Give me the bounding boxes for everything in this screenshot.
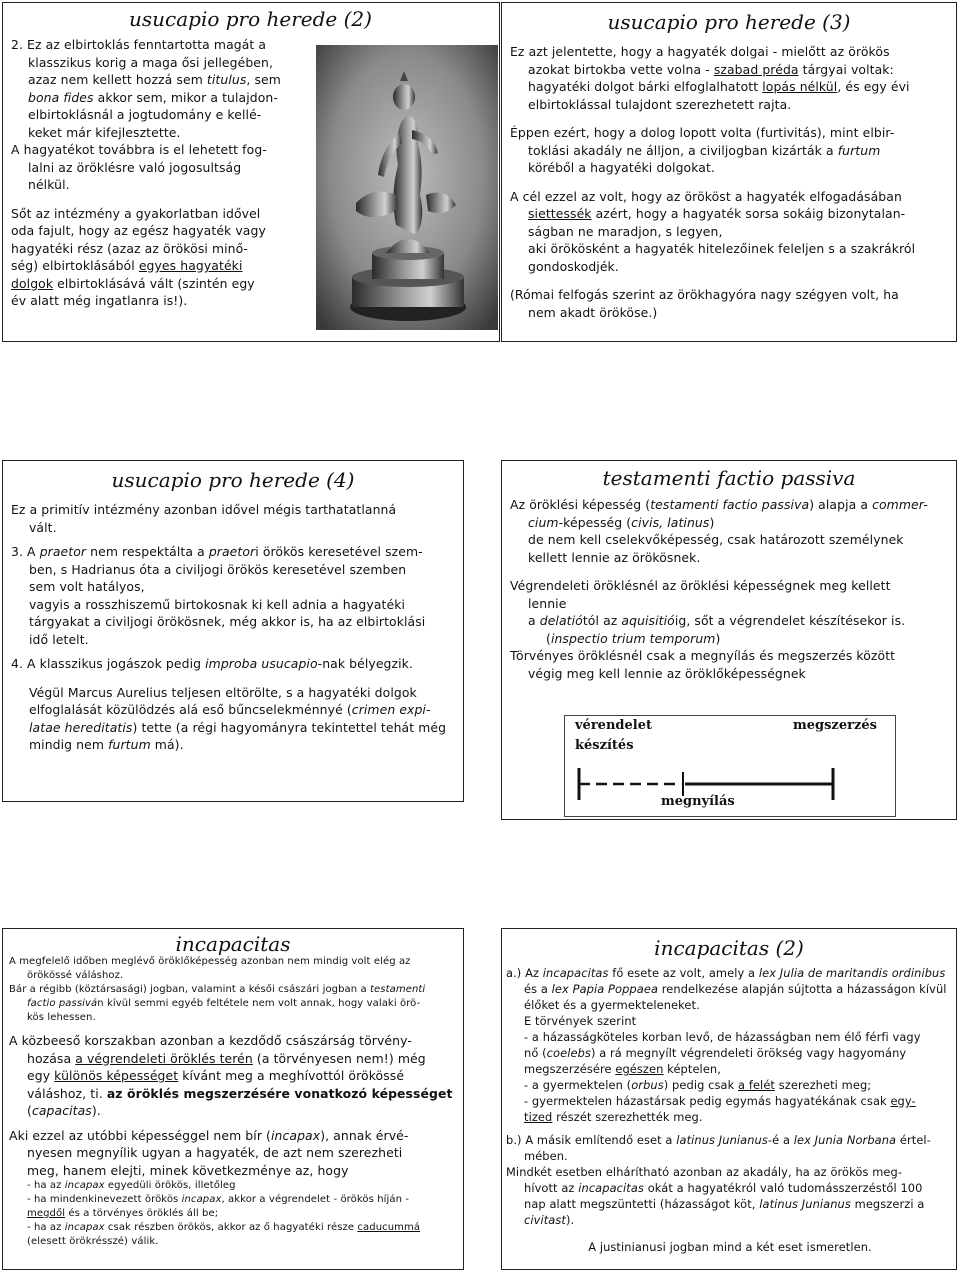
text-line: A cél ezzel az volt, hogy az örököst a hagyaték elfogadásában xyxy=(510,188,902,204)
text-line: -nak bélyegzik. xyxy=(317,656,413,671)
text-line: okát a hagyatékról való tudomásszerzéstől 100 xyxy=(643,1181,923,1195)
slide-body xyxy=(510,43,950,321)
text-line: nyesen megnyílik ugyan a hagyaték, de azt nem szerezheti xyxy=(27,1145,403,1160)
text-line: - ha mindenkinevezett örökös xyxy=(27,1194,182,1205)
term-inspectio: inspectio trium temporum xyxy=(550,630,716,646)
text-line: ség) elbirtoklásából xyxy=(11,258,139,273)
text-line: ). xyxy=(565,1213,575,1227)
text-line: mében. xyxy=(524,1149,568,1163)
term-delatio: delatió xyxy=(539,613,583,628)
slide-body xyxy=(510,496,954,682)
text-line: E törvények szerint xyxy=(524,1014,637,1028)
text-line: vagyis a rosszhiszemű birtokosnak ki kell adnia a hagyatéki xyxy=(29,596,406,612)
underlined-text: a végrendeleti öröklés terén xyxy=(75,1050,253,1066)
text-line: ( xyxy=(546,630,551,646)
term-incapacitas: incapacitas xyxy=(578,1181,644,1195)
text-line: ) tette (a régi hagyományra tekintettel tehát még xyxy=(132,719,447,735)
text-line: kívánt meg a meghívottól örökössé xyxy=(178,1068,405,1083)
slide-body xyxy=(506,965,954,1255)
text-line: és a törvényes öröklés áll be; xyxy=(65,1208,219,1219)
text-line: A justinianusi jogban mind a két eset ismeretlen. xyxy=(588,1240,872,1254)
text-line: nő ( xyxy=(524,1046,547,1060)
slide-testamenti-factio xyxy=(501,460,957,820)
term-tfp: factio passivá xyxy=(27,998,98,1009)
bronze-statue-image xyxy=(316,45,498,330)
text-line: (Római felfogás szerint az örökhagyóra nagy szégyen volt, ha xyxy=(510,287,899,302)
text-line: Aki ezzel az utóbbi képességgel nem bír ( xyxy=(9,1127,271,1143)
slide-title: incapacitas (2) xyxy=(654,936,804,960)
text-line: nem akadt örököse.) xyxy=(528,304,658,320)
text-line: vált. xyxy=(29,519,57,535)
text-line: 3. A xyxy=(11,544,40,559)
timeline-end-label: megszerzés xyxy=(793,718,877,733)
term-coelebs: coelebs xyxy=(546,1046,591,1060)
text-line: ) xyxy=(709,514,715,530)
slide-body xyxy=(11,501,461,754)
slide-title: usucapio pro herede (4) xyxy=(111,468,355,492)
text-line: csak részben örökös, akkor az ő hagyatéki része xyxy=(104,1222,358,1233)
term-crimen: latae hereditatis xyxy=(29,719,133,735)
term-aquisitio: aquisitió xyxy=(621,613,675,628)
text-line: azokat birtokba vette volna - xyxy=(528,61,714,77)
text-line: A megfelelő időben meglévő öröklőképesség azonban nem mindig volt elég az xyxy=(9,956,411,967)
text-line: Ez a primitív intézmény azonban idővel mégis tarthatatlanná xyxy=(11,502,397,517)
timeline-middle-label: megnyílás xyxy=(661,794,735,809)
slide-usucapio-4 xyxy=(2,460,464,802)
text-line: ). xyxy=(91,1103,101,1118)
term-orbus: orbus xyxy=(631,1078,664,1092)
text-line: ) a rá megnyílt végrendeleti örökség vagy hagyomány xyxy=(590,1046,907,1060)
text-line: 4. A klasszikus jogászok pedig xyxy=(11,656,206,671)
text-line: n kívül semmi egyéb feltétele nem volt annak, hogy valaki örö- xyxy=(97,998,421,1009)
text-line: hagyatéki dolgot bárki elfoglalhatott xyxy=(528,79,763,94)
text-line: Éppen ezért, hogy a dolog lopott volta (furtivitás), mint elbir- xyxy=(510,125,895,140)
slide-incapacitas-2 xyxy=(501,928,957,1270)
term-incapax: incapax xyxy=(64,1222,105,1233)
slide-usucapio-3 xyxy=(501,2,957,342)
text-line: má). xyxy=(150,737,184,752)
text-line: rendelkezése alapján sújtotta a házasságon kívül xyxy=(658,982,947,996)
text-line: fő esete az volt, amely a xyxy=(608,966,759,980)
text-line: A közbeeső korszakban azonban a kezdődő császárság törvény- xyxy=(9,1033,412,1048)
text-line: tárgyai voltak: xyxy=(798,61,894,77)
slide-title: testamenti factio passiva xyxy=(602,466,856,490)
text-line: Végrendeleti öröklésnél az öröklési képességnek meg kellett xyxy=(510,578,891,593)
text-line: a.) Az xyxy=(506,966,543,980)
term-crimen: crimen expi- xyxy=(351,702,431,717)
term-lex-junia: lex Junia Norbana xyxy=(793,1133,897,1147)
text-line: 2. Ez az elbirtoklás fenntartotta magát a xyxy=(11,37,267,52)
text-line: klasszikus korig a maga ősi jellegében, xyxy=(28,54,274,70)
text-line: i örökös keresetével szem- xyxy=(255,544,423,559)
text-line: A hagyatékot továbbra is el lehetett fog- xyxy=(11,142,267,157)
text-line: szerezheti meg; xyxy=(775,1078,872,1092)
text-line: elfoglalását közülödzés alá eső bűncselekménnyé ( xyxy=(29,702,352,717)
text-line: Mindkét esetben elhárítható azonban az akadály, ha az örökös meg- xyxy=(506,1165,903,1179)
text-line: nélkül. xyxy=(28,177,70,192)
text-line: (a törvényesen nem!) még xyxy=(252,1050,426,1066)
text-line: és a xyxy=(524,982,552,996)
timeline-start-label-2: készítés xyxy=(575,738,634,753)
text-line: egyedüli örökös, illetőleg xyxy=(104,1180,236,1191)
text-line: köréből a hagyatéki dolgokat. xyxy=(528,160,715,175)
text-line: Végül Marcus Aurelius teljesen eltörölte, s a hagyatéki dolgok xyxy=(29,684,417,700)
text-line: elbirtoklással tulajdont szerezhetett rajta. xyxy=(528,96,792,112)
text-line: - ha az xyxy=(27,1222,65,1233)
underlined-text: egészen xyxy=(615,1062,664,1076)
text-line: -képesség ( xyxy=(558,514,632,530)
text-line: hagyatéki rész (azaz az örökösi minő- xyxy=(11,240,248,256)
term-furtum: furtum xyxy=(837,142,881,158)
text-line: b.) A másik említendő eset a xyxy=(506,1133,677,1147)
underlined-text: a felét xyxy=(738,1078,775,1092)
slide-usucapio-2 xyxy=(2,2,500,342)
term-latinus-junianus: latinus Junianus xyxy=(676,1133,768,1147)
text-line: kellett lennie az örökösnek. xyxy=(528,549,701,565)
term-commercium: commer- xyxy=(872,497,928,512)
underlined-text: lopás nélkül xyxy=(762,79,838,94)
text-line: megszerzésére xyxy=(524,1062,616,1076)
text-line: azért, hogy a hagyaték sorsa sokáig bizonytalan- xyxy=(591,206,906,221)
underlined-text: megdől xyxy=(27,1208,66,1219)
text-line: örökössé váláshoz. xyxy=(27,970,124,981)
term-incapacitas: incapacitas xyxy=(542,966,609,980)
text-line: értel- xyxy=(896,1133,931,1147)
text-line: aki örökösként a hagyaték hitelezőinek feleljen s a szakrákról xyxy=(528,241,916,256)
text-line: nap alatt megszüntetti (házasságot köt, xyxy=(524,1197,760,1211)
term-latinus-junianus: latinus Junianus xyxy=(759,1197,851,1211)
underlined-text: szabad préda xyxy=(713,61,799,77)
underlined-text: egyes hagyatéki xyxy=(138,258,243,273)
term-praetor: praetor xyxy=(208,544,256,559)
term-commercium: cium xyxy=(528,514,559,530)
text-line: ( xyxy=(27,1103,32,1118)
slide-incapacitas xyxy=(2,928,464,1270)
text-line: kös lehessen. xyxy=(27,1012,96,1023)
term-lex-papia: lex Papia Poppaea xyxy=(551,982,659,996)
term-incapax: incapax xyxy=(270,1127,321,1143)
text-line: , akkor a végrendelet - örökös híján - xyxy=(221,1194,410,1205)
text-line: a xyxy=(528,613,540,628)
underlined-text: egy- xyxy=(890,1094,916,1108)
text-line: (elesett örökrésszé) válik. xyxy=(27,1236,159,1247)
text-line: , sem xyxy=(246,72,281,87)
text-line: részét szerezhették meg. xyxy=(552,1110,703,1124)
term-incapax: incapax xyxy=(181,1194,222,1205)
text-line: toklási akadály ne álljon, a civiljogban kizárták a xyxy=(528,142,838,158)
text-line: keket már kifejlesztette. xyxy=(28,124,181,140)
text-line: végig meg kell lennie az öröklőképességnek xyxy=(528,665,806,681)
slide-body xyxy=(11,36,311,310)
text-line: tárgyakat a civiljogi örökösnek, még akkor is, ha az elbirtoklási xyxy=(29,614,426,629)
text-line: - gyermektelen házastársak pedig egymás hagyatékának csak xyxy=(524,1094,891,1108)
text-line: hozása xyxy=(27,1050,76,1066)
text-line: élőket és a gyermekteleneket. xyxy=(524,998,700,1012)
text-line: Bár a régibb (köztársasági) jogban, valamint a késői császári jogban a xyxy=(9,984,371,995)
text-line: sem volt hatályos, xyxy=(29,579,145,594)
term-improba-usucapio: improba usucapio xyxy=(205,656,318,671)
term-incapax: incapax xyxy=(64,1180,105,1191)
text-line: de nem kell cselekvőképesség, csak határozott személynek xyxy=(528,532,904,547)
text-line: ), annak érvé- xyxy=(320,1127,409,1143)
term-civitas: civitast xyxy=(524,1213,566,1227)
term-capacitas: capacitas xyxy=(31,1103,92,1118)
text-line: meg, hanem elejti, minek következménye az, hogy xyxy=(27,1162,349,1178)
text-line: képtelen, xyxy=(663,1062,721,1076)
text-line: Az öröklési képesség ( xyxy=(510,497,651,512)
text-line: elbirtoklásnál a jogtudomány e kellé- xyxy=(28,107,262,122)
underlined-text: dolgok xyxy=(11,275,54,291)
text-line: oda fajult, hogy az egész hagyaték vagy xyxy=(11,223,266,238)
term-bona-fides: bona fides xyxy=(28,89,94,105)
term-lex-julia: lex Julia de maritandis ordinibus xyxy=(758,966,946,980)
text-line: megszerzi a xyxy=(850,1197,925,1211)
text-line: ) alapja a xyxy=(809,497,873,512)
term-praetor: praetor xyxy=(39,544,87,559)
text-line: ben, s Hadrianus óta a civiljogi örökös keresetével szemben xyxy=(29,561,407,577)
timeline-diagram xyxy=(564,715,896,817)
slide-title: incapacitas xyxy=(175,932,291,956)
text-line: Sőt az intézmény a gyakorlatban idővel xyxy=(11,205,261,221)
term-furtum: furtum xyxy=(108,737,151,752)
text-line: - a házasságköteles korban levő, de házasságban nem élő férfi vagy xyxy=(524,1030,921,1044)
text-line: mindig nem xyxy=(29,737,109,752)
term-tfp: testamenti xyxy=(370,984,426,995)
term-titulus: titulus xyxy=(206,72,247,87)
text-line: tól az xyxy=(582,613,622,628)
text-line: idő letelt. xyxy=(29,631,89,647)
slide-body xyxy=(9,955,463,1249)
text-line: elbirtoklásává vált (szintén egy xyxy=(53,275,255,291)
text-line: azaz nem kellett hozzá sem xyxy=(28,72,207,87)
underlined-text: tized xyxy=(524,1110,553,1124)
text-line: ) xyxy=(715,630,721,646)
text-line: év alatt még ingatlanra is!). xyxy=(11,293,188,308)
text-line: lennie xyxy=(528,595,567,611)
slide-title: usucapio pro herede (2) xyxy=(129,7,372,31)
text-line: váláshoz, ti. xyxy=(27,1085,107,1101)
text-line: akkor sem, mikor a tulajdon- xyxy=(93,89,278,105)
term-tfp: testamenti factio passiva xyxy=(650,497,810,512)
text-line: - ha az xyxy=(27,1180,65,1191)
text-line: ) pedig csak xyxy=(663,1078,739,1092)
text-line: lalni az öröklésre való jogosultság xyxy=(28,159,242,175)
text-line: , és egy évi xyxy=(837,79,910,94)
text-line: gondoskodjék. xyxy=(528,258,619,274)
underlined-text: siettessék xyxy=(528,206,592,221)
text-line: nem respektálta a xyxy=(86,544,209,559)
underlined-text: különös képességet xyxy=(54,1068,179,1083)
bold-text: az öröklés megszerzésére vonatkozó képességet xyxy=(106,1085,453,1101)
text-line: ig, sőt a végrendelet készítésekor is. xyxy=(674,613,906,628)
text-line: ságban ne maradjon, s legyen, xyxy=(528,223,723,239)
text-line: egy xyxy=(27,1068,55,1083)
text-line: hívott az xyxy=(524,1181,579,1195)
text-line: - a gyermektelen ( xyxy=(524,1078,632,1092)
underlined-text: caducummá xyxy=(357,1222,421,1233)
slide-title: usucapio pro herede (3) xyxy=(607,10,851,34)
timeline-start-label: vérendelet xyxy=(575,718,652,733)
text-line: Törvényes öröklésnél csak a megnyílás és megszerzés között xyxy=(510,648,896,663)
term-civis: civis, latinus xyxy=(631,514,710,530)
text-line: -é a xyxy=(767,1133,794,1147)
text-line: Ez azt jelentette, hogy a hagyaték dolgai - mielőtt az örökös xyxy=(510,44,890,59)
